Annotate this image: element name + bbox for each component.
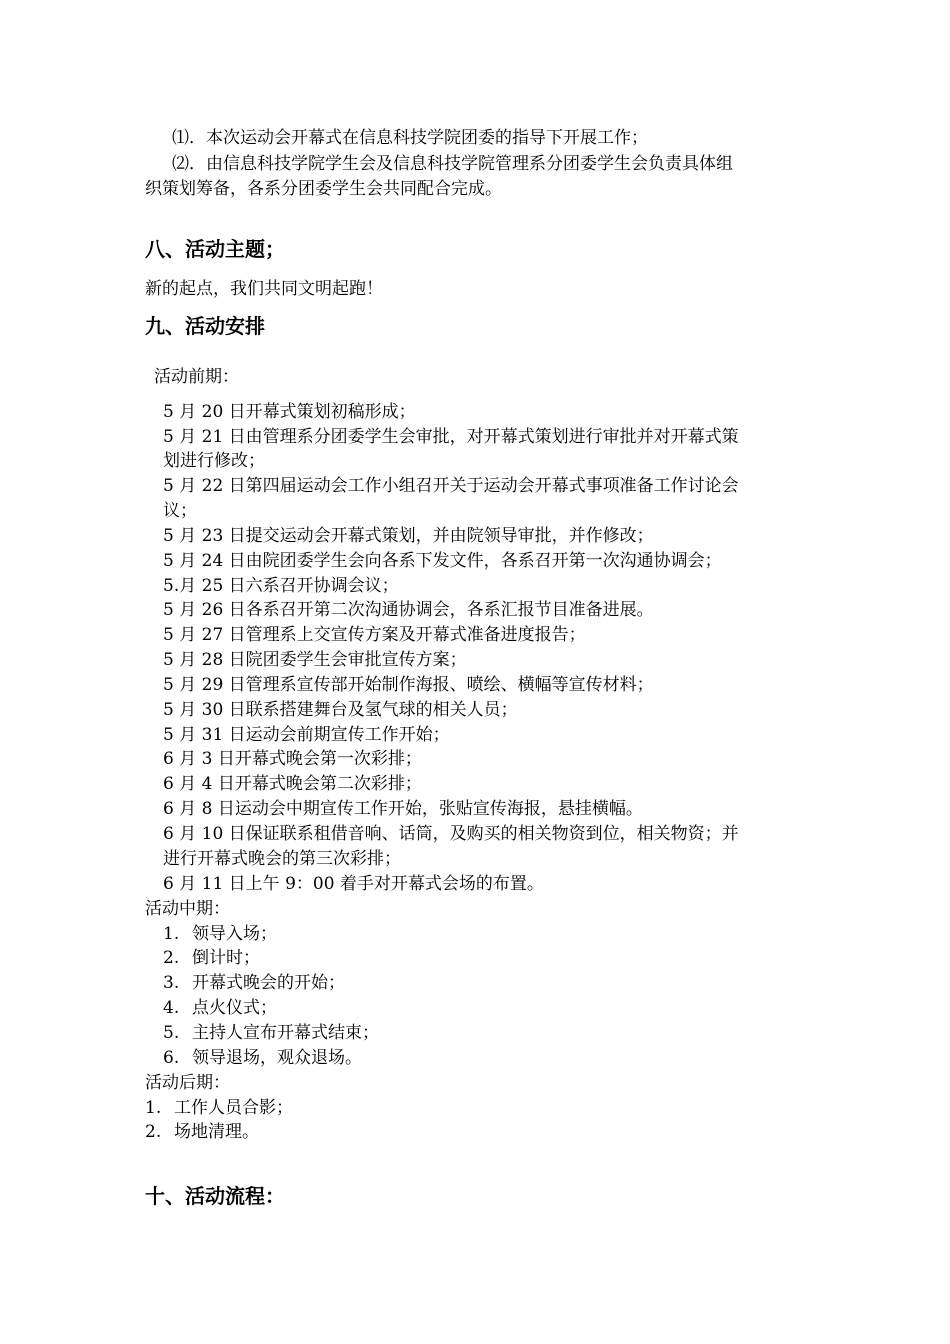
list-item-text: 点火仪式；	[192, 998, 277, 1018]
intro-item-2-line-1: ⑵．由信息科技学院学生会及信息科技学院管理系分团委学生会负责具体组	[172, 154, 733, 174]
intro-item-1: ⑴．本次运动会开幕式在信息科技学院团委的指导下开展工作；	[172, 128, 648, 148]
list-item-number: 6.	[163, 1048, 180, 1068]
schedule-line: 5 月 21 日由管理系分团委学生会审批，对开幕式策划进行审批并对开幕式策	[163, 427, 739, 447]
schedule-line: 5 月 30 日联系搭建舞台及氢气球的相关人员；	[163, 700, 518, 720]
schedule-line: 划进行修改；	[163, 451, 265, 471]
list-item-text: 场地清理。	[174, 1122, 259, 1142]
schedule-line: 6 月 4 日开幕式晚会第二次彩排；	[163, 774, 422, 794]
schedule-line: 议；	[163, 501, 197, 521]
schedule-line: 5 月 31 日运动会前期宣传工作开始；	[163, 725, 450, 745]
activity-theme: 新的起点，我们共同文明起跑！	[145, 279, 383, 299]
list-item	[163, 996, 277, 1020]
schedule-line: 5 月 27 日管理系上交宣传方案及开幕式准备进度报告；	[163, 625, 586, 645]
list-item	[163, 1021, 379, 1045]
list-item-text: 工作人员合影；	[174, 1098, 293, 1118]
list-item	[145, 1120, 259, 1144]
list-item-text: 主持人宣布开幕式结束；	[192, 1023, 379, 1043]
list-item-text: 领导入场；	[192, 924, 277, 944]
schedule-line: 5 月 26 日各系召开第二次沟通协调会，各系汇报节目准备进展。	[163, 600, 654, 620]
list-item-number: 1.	[145, 1098, 162, 1118]
list-item-number: 2.	[145, 1122, 162, 1142]
list-item-number: 4.	[163, 998, 180, 1018]
list-item	[163, 971, 345, 995]
list-item-text: 倒计时；	[192, 948, 260, 968]
list-item-text: 开幕式晚会的开始；	[192, 973, 345, 993]
schedule-line: 5 月 29 日管理系宣传部开始制作海报、喷绘、横幅等宣传材料；	[163, 675, 654, 695]
list-item-text: 领导退场，观众退场。	[192, 1048, 362, 1068]
list-item-number: 5.	[163, 1023, 180, 1043]
schedule-line: 5 月 22 日第四届运动会工作小组召开关于运动会开幕式事项准备工作讨论会	[163, 476, 739, 496]
post-activity-label: 活动后期：	[145, 1073, 230, 1093]
list-item	[145, 1096, 293, 1120]
schedule-line: 5 月 28 日院团委学生会审批宣传方案；	[163, 650, 467, 670]
list-item-number: 1.	[163, 924, 180, 944]
list-item	[163, 1046, 362, 1070]
mid-activity-label: 活动中期：	[145, 899, 230, 919]
section-10-heading: 十、活动流程：	[145, 1184, 285, 1208]
section-9-heading: 九、活动安排	[145, 314, 265, 338]
pre-activity-label: 活动前期：	[154, 367, 239, 387]
schedule-line: 5 月 23 日提交运动会开幕式策划，并由院领导审批，并作修改；	[163, 526, 654, 546]
list-item-number: 3.	[163, 973, 180, 993]
intro-item-2-line-2: 织策划筹备，各系分团委学生会共同配合完成。	[145, 179, 502, 199]
list-item	[163, 946, 260, 970]
schedule-line: 6 月 3 日开幕式晚会第一次彩排；	[163, 749, 422, 769]
schedule-line: 6 月 8 日运动会中期宣传工作开始，张贴宣传海报，悬挂横幅。	[163, 799, 643, 819]
schedule-line: 进行开幕式晚会的第三次彩排；	[163, 849, 401, 869]
schedule-line: 6 月 11 日上午 9：00 着手对开幕式会场的布置。	[163, 874, 544, 894]
schedule-line: 5 月 24 日由院团委学生会向各系下发文件，各系召开第一次沟通协调会；	[163, 551, 722, 571]
schedule-line: 5.月 25 日六系召开协调会议；	[163, 576, 399, 596]
schedule-line: 6 月 10 日保证联系租借音响、话筒，及购买的相关物资到位，相关物资；并	[163, 824, 739, 844]
schedule-line: 5 月 20 日开幕式策划初稿形成；	[163, 402, 416, 422]
list-item-number: 2.	[163, 948, 180, 968]
section-8-heading: 八、活动主题；	[145, 237, 285, 261]
list-item	[163, 922, 277, 946]
